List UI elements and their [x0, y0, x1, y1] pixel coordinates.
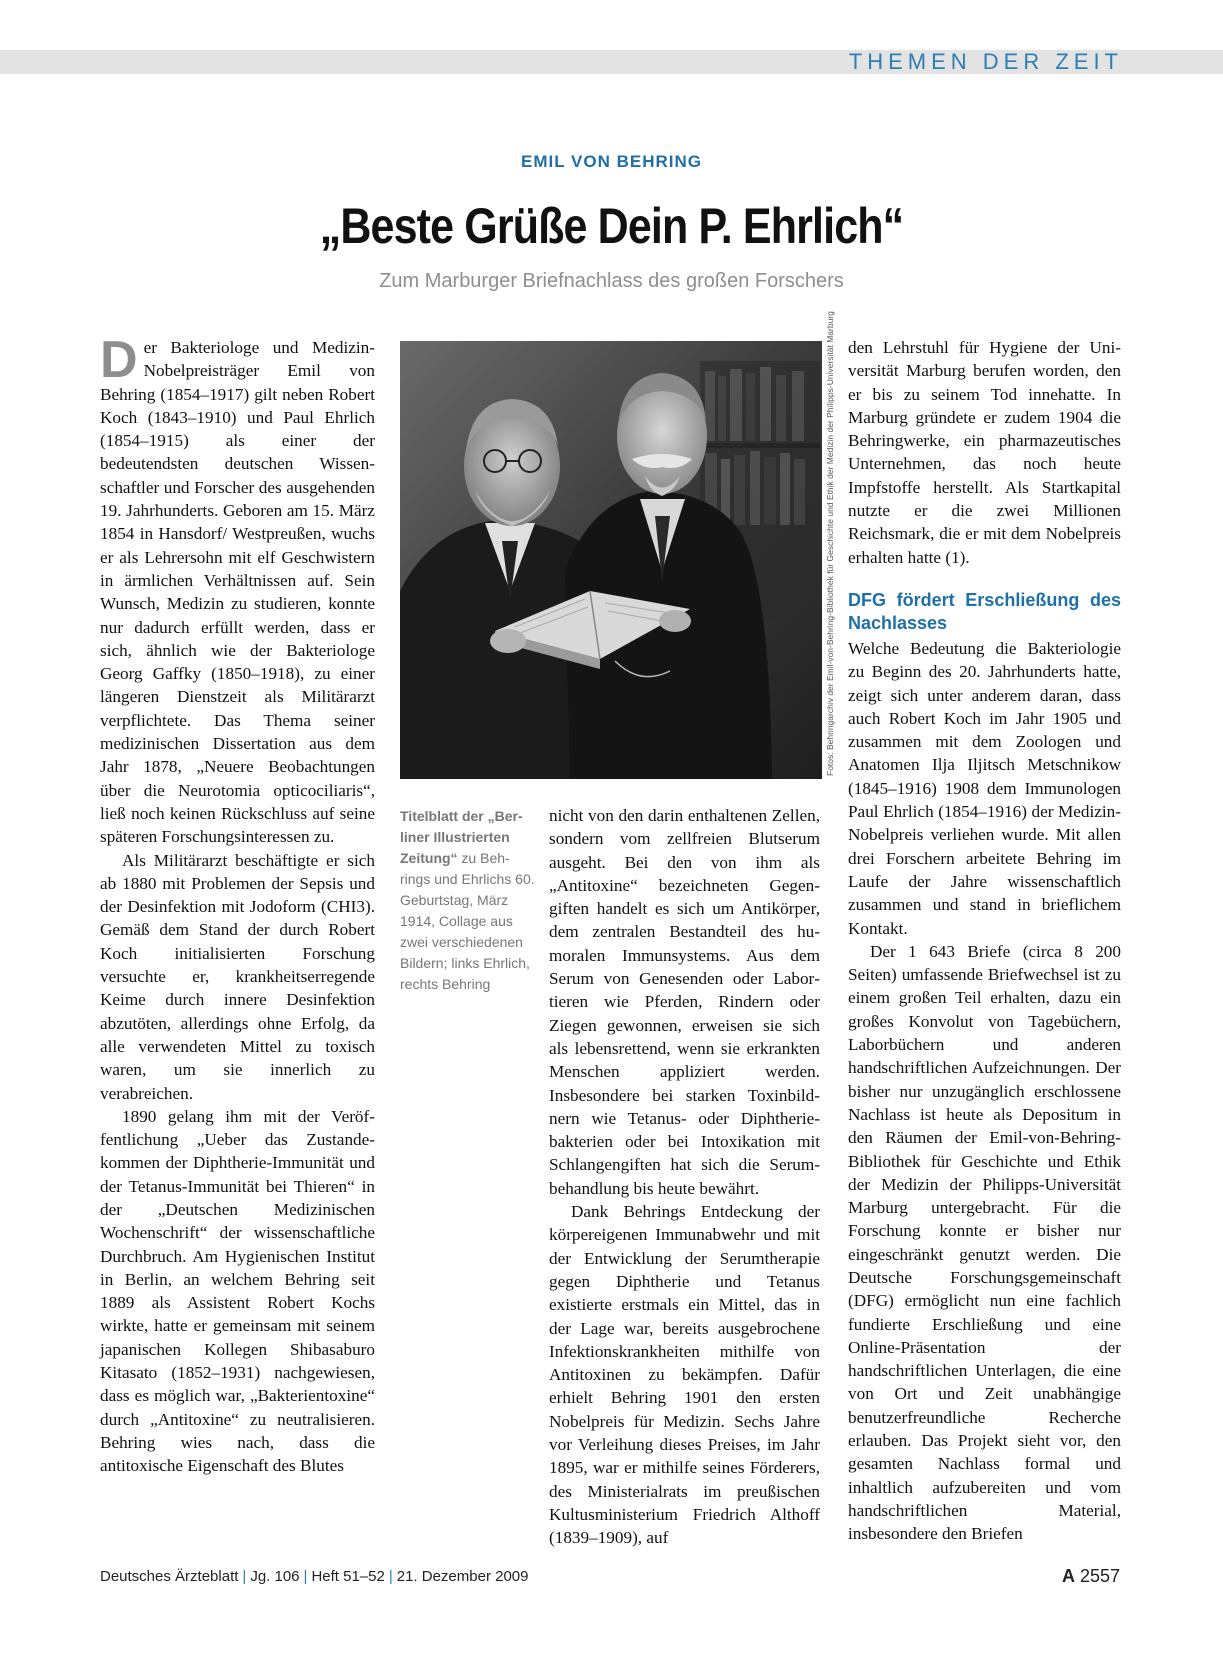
article-subtitle: Zum Marburger Briefnachlass des großen Forschers — [379, 270, 844, 292]
text-column-1 — [100, 331, 375, 1478]
section-subhead: DFG fördert Erschließung des Nachlasses — [848, 589, 1121, 633]
paragraph: Als Militärarzt beschäftigte er sich ab 1880 mit Problemen der Sepsis und der Desinfektion mit Jodoform (CHI3). Gemäß dem Stand der durch Robert Koch initialisierten Forschung versuchte er, krankheitserregende Keime durch innere Desinfektion abzutöten, allerdings ohne Erfolg, da alle verwendeten Mittel zu toxisch waren, um sie innerlich zu verabreichen. — [100, 850, 375, 1103]
footer-citation — [100, 1568, 1120, 1585]
page-prefix: A — [1061, 1566, 1075, 1586]
text-column-3 — [848, 336, 1121, 1546]
section-label: THEMEN DER ZEIT — [848, 49, 1123, 74]
paragraph: Welche Bedeutung die Bakteriologie zu Beginn des 20. Jahrhunderts hatte, zeigt sich unter anderem daran, dass auch Robert Koch im Jahr 1905 und zusammen mit dem Zoologen und Anatomen Ilja Iljitsch Metschnikow (1845–1916) 1908 dem Immunologen Paul Ehrlich (1854–1916) der Medizin-Nobelpreis verliehen wurde. Mit allen drei Forschern arbeitete Behring im Laufe der Jahre wissenschaftlich zusammen und stand in brieflichem Kontakt. — [848, 638, 1121, 938]
footer-issue: Heft 51–52 — [311, 1568, 385, 1585]
photo-ehrlich-behring — [400, 341, 822, 779]
page-footer — [100, 1568, 1120, 1592]
photo-credit-text: Fotos: Behringarchiv der Emil-von-Behring-Bibliothek für Geschichte und Ethik der Medizin der Philipps-Universität Marburg — [825, 311, 835, 776]
paragraph: nicht von den darin enthaltenen Zellen, sondern vom zellfreien Blutserum ausgeht. Bei den von ihm als „Antitoxine“ bezeichneten Gegengiften handelt es sich um Antikörper, dem zentralen Bestandteil des humoralen Immunsystems. Aus dem Serum von Genesenden oder Labortieren wie Pferden, Rindern oder Ziegen gewonnen, erweisen sie sich als lebensrettend, wenn sie erkrankten Menschen appliziert werden. Insbesondere bei starken Toxinbildnern wie Tetanus- oder Diphtheriebakterien oder bei Intoxikation mit Schlangengiften hat sich die Serumbehandlung bis heute bewährt. — [549, 806, 820, 1198]
dropcap: D — [100, 331, 138, 389]
footer-separator: | — [242, 1568, 247, 1585]
footer-separator: | — [303, 1568, 308, 1585]
paragraph: Dank Behrings Entdeckung der körpereigenen Immunabwehr und mit der Entwicklung der Serumtherapie gegen Diphtherie und Tetanus existierte erstmals ein Mittel, das in der Lage war, bereits ausgebrochene Infektionskrankheiten mithilfe von Antitoxinen zu bekämpfen. Dafür erhielt Behring 1901 den ersten Nobelpreis für Medizin. Sechs Jahre vor Verleihung dieses Preises, im Jahr 1895, war er mithilfe seines Förderers, des Ministerialrats im preußischen Kultusministerium Friedrich Althoff (1839–1909), auf — [549, 1202, 820, 1548]
page-number-value: 2557 — [1079, 1566, 1120, 1586]
photo-caption — [400, 806, 535, 995]
page-number — [1062, 1566, 1120, 1587]
paragraph: 1890 gelang ihm mit der Veröffentlichung „Ueber das Zustandekommen der Diphtherie-Immunität und der Tetanus-Immunität bei Thieren“ in der „Deutschen Medizinischen Wochenschrift“ der wissenschaftliche Durchbruch. Am Hygienischen Institut in Berlin, an welchem Behring seit 1889 als Assistent Robert Kochs wirkte, hatte er gemeinsam mit seinem japanischen Kollegen Shibasaburo Kitasato (1852–1931) nachgewiesen, dass es möglich war, „Bakterientoxine“ durch „Antitoxine“ zu neutralisieren. Behring wies nach, dass die antitoxische Eigenschaft des Blutes — [100, 1106, 375, 1476]
article-title: „Beste Grüße Dein P. Ehrlich“ — [319, 198, 904, 254]
caption-bold: Titelblatt der „Berliner Illustrierten Zeitung“ — [400, 808, 523, 866]
paragraph-text: er Bakteriologe und Medizin-Nobelpreisträger Emil von Behring (1854–1917) gilt neben Robert Koch (1843–1910) und Paul Ehrlich (1854–1915) als einer der bedeutendsten deutschen Wissenschaftler und Forscher des ausgehenden 19. Jahrhunderts. Geboren am 15. März 1854 in Hansdorf/ Westpreußen, wuchs er als Lehrersohn mit elf Geschwistern in ärmlichen Verhältnissen auf. Sein Wunsch, Medizin zu studieren, konnte nur dadurch erfüllt werden, dass er sich, ähnlich wie der Bakteriologe Georg Gaffky (1850–1918), zu einer längeren Dienstzeit als Militärarzt verpflichtete. Das Thema seiner medizinischen Dissertation aus dem Jahr 1878, „Neuere Beobachtungen über die Neurotomia opticociliaris“, ließ noch keinen Rückschluss auf seine späteren Forschungsinteressen zu. — [100, 338, 375, 847]
footer-date: 21. Dezember 2009 — [396, 1568, 529, 1585]
footer-separator: | — [388, 1568, 393, 1585]
footer-journal: Deutsches Ärzteblatt — [100, 1568, 239, 1585]
article-photo — [400, 341, 822, 779]
photo-credit — [825, 311, 839, 776]
paragraph: den Lehrstuhl für Hygiene der Universität Marburg berufen worden, den er bis zu seinem Tod innehatte. In Marburg gründete er zudem 1904 die Behringwerke, ein pharmazeutisches Unternehmen, das noch heute Impfstoffe herstellt. Als Startkapital nutzte er die zwei Millionen Reichsmark, die er mit dem Nobelpreis erhalten hatte (1). — [848, 338, 1121, 567]
paragraph: Der 1 643 Briefe (circa 8 200 Seiten) umfassende Briefwechsel ist zu einem großen Teil erhalten, dazu ein großes Konvolut von Tagebüchern, Laborbüchern und anderen handschriftlichen Aufzeichnungen. Der bisher nur unzugänglich erschlossene Nachlass ist heute als Depositum in den Räumen der Emil-von-Behring-Bibliothek für Geschichte und Ethik der Medizin der Philipps-Universität Marburg untergebracht. Für die Forschung konnte er bisher nur eingeschränkt genutzt werden. Die Deutsche Forschungsgemeinschaft (DFG) ermöglicht nun eine fachlich fundierte Erschließung und eine Online-Präsentation der handschriftlichen Unterlagen, die eine von Ort und Zeit unabhängige benutzerfreundliche Recherche erlauben. Das Projekt sieht vor, den gesamten Nachlass formal und inhaltlich aufzubereiten und vom handschriftlichen Material, insbesondere den Briefen — [848, 941, 1121, 1544]
article-kicker: EMIL VON BEHRING — [521, 152, 702, 171]
text-column-2 — [549, 804, 820, 1550]
caption-text: zu Behrings und Ehrlichs 60. Geburtstag, März 1914, Collage aus zwei verschiedenen Bildern; links Ehrlich, rechts Behring — [400, 850, 535, 992]
paragraph — [100, 331, 375, 849]
footer-volume: Jg. 106 — [250, 1568, 300, 1585]
